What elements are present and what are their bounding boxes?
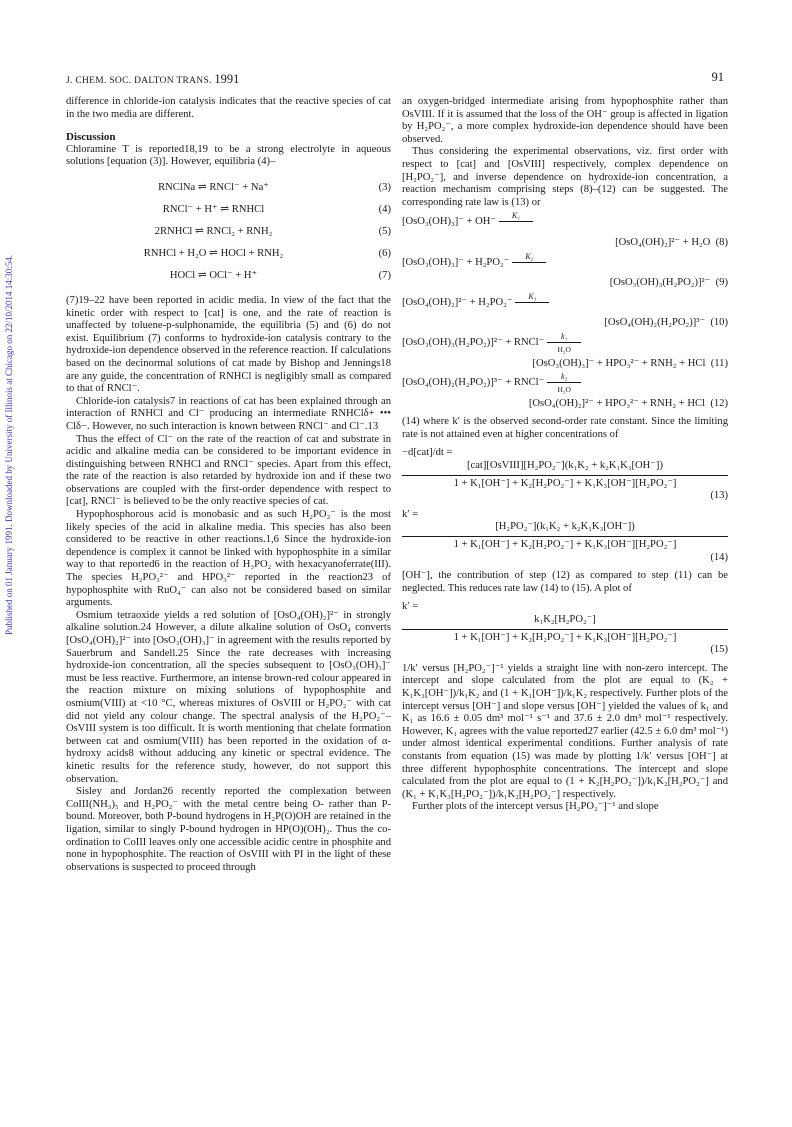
equation-denominator: 1 + K₁[OH⁻] + K₂[H₂PO₂⁻] + K₁K₃[OH⁻][H₂PO₂⁻] bbox=[453, 631, 677, 643]
equilibria-equations bbox=[66, 177, 391, 287]
reaction-step bbox=[402, 291, 728, 330]
forward-arrow bbox=[547, 372, 581, 395]
rate-constant: K₃ bbox=[528, 291, 537, 301]
equation-numerator: [H₂PO₂⁻](k₁K₂ + k₂K₁K₃[OH⁻]) bbox=[402, 521, 728, 537]
rate-law-equation-14 bbox=[402, 509, 728, 564]
equation-text: RNCl⁻ + H⁺ ⇌ RNHCl bbox=[162, 203, 265, 215]
rate-constant: k₁ bbox=[561, 331, 568, 341]
reaction-lhs: [OsO₃(OH)₃(H₂PO₂)]²⁻ + RNCl⁻ bbox=[402, 336, 545, 348]
equation-number: (15) bbox=[710, 644, 728, 656]
paragraph: [OH⁻], the contribution of step (12) as compared to step (11) can be neglected. This reduces rate law (14) to (15). A plot of bbox=[402, 570, 728, 594]
right-column bbox=[402, 96, 728, 814]
equilibrium-arrow bbox=[512, 251, 546, 263]
paragraph: difference in chloride-ion catalysis indicates that the reactive species of cat in the two media are different. bbox=[66, 96, 391, 120]
equation-number: (5) bbox=[378, 225, 391, 237]
publication-watermark-link[interactable]: Published on 01 January 1991. Downloaded by University of Illinois at Chicago on 22/10/2014 14:30:54. bbox=[4, 255, 14, 635]
reaction-rhs: [OsO₄(OH)₂]²⁻ + H₂O bbox=[615, 236, 711, 248]
paragraph: (14) where k′ is the observed second-order rate constant. Since the limiting rate is not attained even at higher concentrations of bbox=[402, 416, 728, 440]
reaction-rhs: [OsO₃(OH)₃(H₂PO₂)]²⁻ bbox=[609, 277, 711, 289]
journal-name: J. CHEM. SOC. DALTON TRANS. bbox=[66, 76, 212, 86]
arrow-condition: H₂O bbox=[557, 385, 571, 395]
equation-lead: −d[cat]/dt = bbox=[402, 447, 453, 459]
equation-lead: k′ = bbox=[402, 508, 419, 520]
forward-arrow bbox=[547, 331, 581, 354]
equation-denominator: 1 + K₁[OH⁻] + K₂[H₂PO₂⁻] + K₁K₃[OH⁻][H₂PO₂⁻] bbox=[453, 539, 677, 551]
rate-constant: K₁ bbox=[511, 211, 521, 221]
rate-constant: K₂ bbox=[525, 251, 534, 261]
equation-row bbox=[66, 221, 391, 243]
rate-law-equation-13 bbox=[402, 447, 728, 502]
equation-number: (3) bbox=[378, 181, 391, 193]
equation-number: (8) bbox=[715, 236, 728, 248]
paragraph: Thus the effect of Cl⁻ on the rate of the reaction of cat and substrate in acidic and alkaline media can be considered to be important evidence in distinguishing between RNHCl and RNCl⁻ species. Apart from this effect, the rate of the reaction is also retarded by hydroxide ion and if these two observations are coupled with the first-order dependence with respect to [cat], RNCl⁻ is believed to be the only reactive species of cat. bbox=[66, 433, 391, 508]
page-number: 91 bbox=[711, 70, 724, 84]
reaction-step bbox=[402, 372, 728, 410]
equation-text: 2RNHCl ⇌ RNCl₂ + RNH₂ bbox=[154, 225, 273, 237]
equation-numerator: [cat][OsVIII][H₂PO₂⁻](k₁K₂ + k₂K₁K₃[OH⁻]) bbox=[402, 460, 728, 476]
paragraph: Chloride-ion catalysis7 in reactions of cat has been explained through an interaction of RNHCl and Cl⁻ producing an intermediate RNHClδ+ ••• Clδ−. However, no such interaction is known between RNCl⁻ and Cl⁻.13 bbox=[66, 395, 391, 432]
equation-text: RNHCl + H₂O ⇌ HOCl + RNH₂ bbox=[143, 247, 284, 259]
reaction-step bbox=[402, 211, 728, 249]
equation-row bbox=[66, 243, 391, 265]
equation-number: (13) bbox=[710, 490, 728, 502]
equation-row bbox=[66, 199, 391, 221]
equation-number: (7) bbox=[378, 269, 391, 281]
reaction-lhs: [OsO₃(OH)₃]⁻ + H₂PO₂⁻ bbox=[402, 256, 510, 268]
equation-number: (12) bbox=[710, 397, 728, 409]
arrow-condition: H₂O bbox=[557, 344, 571, 354]
paragraph: an oxygen-bridged intermediate arising from hypophosphite rather than OsVIII. If it is assumed that the loss of the OH⁻ group is affected in ligation by H₂PO₂⁻, a more complex hydroxide-ion dependence should have been observed. bbox=[402, 96, 728, 145]
paragraph: Sisley and Jordan26 recently reported the complexation between CoIII(NH₃)₅ and H₂PO₂⁻ with the metal centre being O- rather than P-bound. Moreover, both P-bound hydrogens in H₂P(O)OH are retained in the ligation, similar to singly P-bound hydrogen in HP(O)(OH)₂. Thus the co-ordination to CoIII leaves only one accessible acidic centre in phosphite and none in hypophosphite. The reaction of OsVIII with PI in the light of these observations is suspected to proceed through bbox=[66, 786, 391, 873]
equation-lead: k′ = bbox=[402, 601, 419, 613]
reaction-rhs: [OsO₄(OH)₂]²⁻ + HPO₃²⁻ + RNH₂ + HCl bbox=[528, 397, 706, 409]
equation-number: (6) bbox=[378, 247, 391, 259]
equation-row bbox=[66, 177, 391, 199]
paragraph: Thus considering the experimental observations, viz. first order with respect to [cat] and [OsVIII] respectively, complex dependence on [H₂PO₂⁻], and inverse dependence on hydroxide-ion concentration, a reaction mechanism comprising steps (8)–(12) can be suggested. The corresponding rate law is (13) or bbox=[402, 146, 728, 208]
equation-number: (9) bbox=[715, 277, 728, 289]
equation-denominator: 1 + K₁[OH⁻] + K₂[H₂PO₂⁻] + K₁K₃[OH⁻][H₂PO₂⁻] bbox=[453, 477, 677, 489]
equation-number: (14) bbox=[710, 551, 728, 563]
equation-text: RNClNa ⇌ RNCl⁻ + Na⁺ bbox=[158, 181, 269, 193]
paragraph: Hypophosphorous acid is monobasic and as such H₂PO₂⁻ is the most likely species of the acid in alkaline media. This species has also been considered to be reactive in other reactions.1,6 Since the hydroxide-ion dependence is complex it cannot be linked with hypophosphite in a similar way to that reported6 in the reaction of H₃PO₂ with hexacyanoferrate(III). The species H₂PO₃²⁻ and HPO₃²⁻ reported in the reaction23 of hypophosphite with RuO₄⁻ can also not be considered based on similar arguments. bbox=[66, 509, 391, 609]
reaction-lhs: [OsO₃(OH)₃]⁻ + OH⁻ bbox=[402, 216, 496, 228]
paragraph: Chloramine T is reported18,19 to be a strong electrolyte in aqueous solutions [equation (3)]. However, equilibria (4)– bbox=[66, 143, 391, 168]
reaction-lhs: [OsO₄(OH)₂(H₂PO₂)]³⁻ + RNCl⁻ bbox=[402, 377, 545, 389]
journal-year: 1991 bbox=[214, 72, 240, 86]
paragraph: Osmium tetraoxide yields a red solution of [OsO₄(OH)₂]²⁻ in strongly alkaline solution.24 However, a dilute alkaline solution of OsO₄ converts [OsO₄(OH)₂]²⁻ into [OsO₃(OH)₃]⁻ in agreement with the results reported by Sauerbrum and Sandell.25 Since the rate decreases with increasing hydroxide-ion concentration, all the species subsequent to [OsO₃(OH)₃]⁻ must be less reactive. Furthermore, an intense brown-red colour appeared in the reaction mixture on mixing solutions of hypophosphite and osmium(VIII) at <10 °C, whereas mixtures of OsVIII or H₂PO₂⁻ with cat did not yield any colour change. The spectral analysis of the H₂PO₂⁻–OsVIII system is too difficult. It is worth mentioning that chelate formation between cat and osmium(VIII) has been reported in the oxidation of α-hydroxy acids8 without adducing any kinetic or spectral evidence. The kinetic results for the reference study, however, do not support this observation. bbox=[66, 609, 391, 785]
equation-number: (11) bbox=[710, 357, 728, 369]
equation-text: HOCl ⇌ OCl⁻ + H⁺ bbox=[169, 269, 258, 281]
equilibrium-arrow bbox=[515, 291, 549, 303]
equation-number: (4) bbox=[378, 203, 391, 215]
reaction-rhs: [OsO₄(OH)₂(H₂PO₂)]³⁻ bbox=[604, 317, 706, 329]
section-heading: Discussion bbox=[66, 131, 116, 144]
running-header bbox=[66, 72, 239, 87]
reaction-lhs: [OsO₄(OH)₂]²⁻ + H₂PO₂⁻ bbox=[402, 296, 513, 308]
paragraph: Further plots of the intercept versus [H₂PO₂⁻]⁻¹ and slope bbox=[412, 801, 659, 813]
rate-constant: k₂ bbox=[561, 372, 568, 382]
equation-number: (10) bbox=[710, 317, 728, 329]
rate-law-equation-15 bbox=[402, 601, 728, 656]
reaction-step bbox=[402, 251, 728, 290]
reaction-step bbox=[402, 331, 728, 370]
equation-row bbox=[66, 265, 391, 287]
paragraph: 1/k′ versus [H₂PO₂⁻]⁻¹ yields a straight line with non-zero intercept. The intercept and slope calculated from the plot are equal to (K₂ + K₁K₃[OH⁻])/k₁K₂ and (1 + K₁[OH⁻])/k₁K₂ respectively. Further plots of the intercept versus [OH⁻] and slope versus [OH⁻] yielded the values of k₁ and K₁ as 16.6 ± 0.05 dm³ mol⁻¹ s⁻¹ and 37.6 ± 2.0 dm³ mol⁻¹ respectively. However, K₁ agrees with the value reported27 earlier (42.5 ± 6.0 dm³ mol⁻¹) under almost identical experimental conditions. Further analysis of rate constants from equation (15) was made by plotting 1/k′ versus [OH⁻] at three different hypophosphite concentrations. The intercept and slope calculated from the plot are equal to (1 + K₂[H₂PO₂⁻])/k₁K₂[H₂PO₂⁻] and (K₁ + K₁K₃[H₂PO₂⁻])/k₁K₂[H₂PO₂⁻] respectively. bbox=[402, 662, 728, 800]
left-column bbox=[66, 96, 391, 874]
paragraph: (7)19–22 have been reported in acidic media. In view of the fact that the kinetic order with respect to [cat] is one, and the rate of reaction is unaffected by toluene-p-sulphonamide, the equilibria (5) and (6) do not exist. Equilibrium (7) conforms to hydroxide-ion catalysis contrary to the hydroxide-ion dependence observed in the reference reaction. If calculations based on the decinormal solutions of cat made by Bishop and Jennings18 are any guide, the concentration of RNHCl is negligibly small as compared to that of RNCl⁻. bbox=[66, 294, 391, 395]
equation-numerator: k₁K₂[H₂PO₂⁻] bbox=[402, 614, 728, 630]
reaction-rhs: [OsO₃(OH)₃]⁻ + HPO₃²⁻ + RNH₂ + HCl bbox=[532, 357, 706, 369]
equilibrium-arrow bbox=[499, 211, 533, 222]
